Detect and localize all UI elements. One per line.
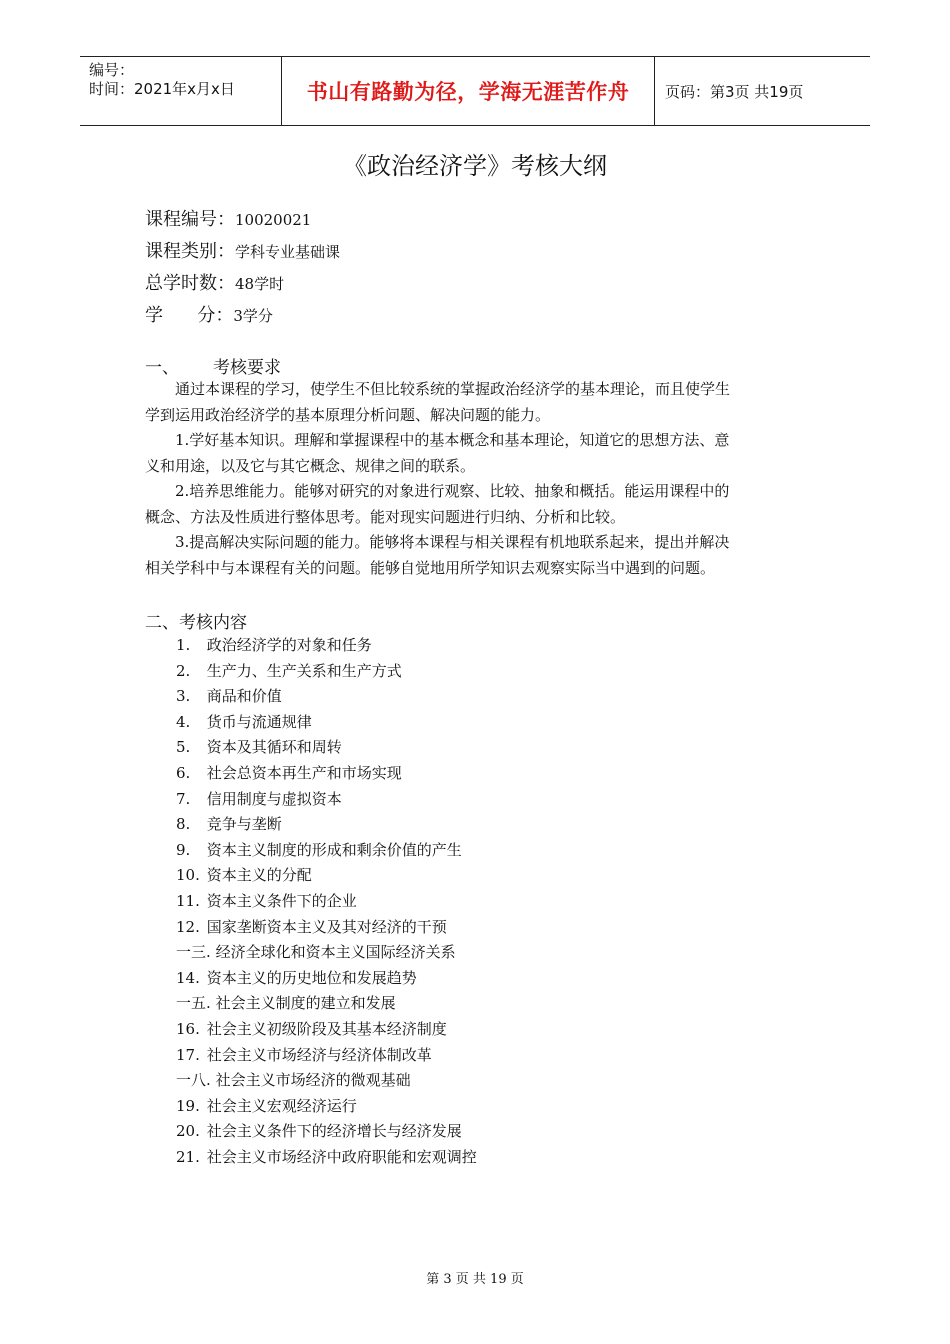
list-item-number: 7. <box>176 789 191 808</box>
course-code-row <box>145 205 311 231</box>
list-item-text: 货币与流通规律 <box>206 712 312 731</box>
list-item-number: 4. <box>176 712 191 731</box>
requirement-paragraph <box>145 377 810 428</box>
section1-heading <box>145 353 281 378</box>
list-item <box>176 787 477 813</box>
list-item-text: 商品和价值 <box>206 687 282 706</box>
paragraph-line: 通过本课程的学习，使学生不但比较系统的掌握政治经济学的基本理论，而且使学生 <box>145 380 731 398</box>
list-item <box>176 659 477 685</box>
list-item <box>176 915 477 941</box>
list-item-text: 政治经济学的对象和任务 <box>206 636 372 654</box>
paragraph-line: 相关学科中与本课程有关的问题。能够自觉地用所学知识去观察实际当中遇到的问题。 <box>145 558 716 577</box>
list-item-number: 11. <box>176 891 200 910</box>
list-item-text: 资本主义的历史地位和发展趋势 <box>206 968 417 987</box>
list-item-number: 5. <box>176 738 191 757</box>
list-item <box>176 1094 477 1120</box>
list-item <box>176 633 477 659</box>
list-item-text: 社会主义市场经济的微观基础 <box>215 1071 411 1090</box>
list-item-number: 20. <box>176 1122 200 1141</box>
list-item-text: 经济全球化和资本主义国际经济关系 <box>215 943 456 962</box>
header-meta-cell <box>80 57 281 125</box>
list-item-number: 19. <box>176 1096 200 1115</box>
list-item-text: 资本主义的分配 <box>206 866 312 885</box>
list-item-number: 21. <box>176 1147 200 1166</box>
course-credit-row <box>145 301 273 327</box>
course-category-value: 学科专业基础课 <box>235 243 341 261</box>
page-footer: 第 3 页 共 19 页 <box>426 1272 524 1287</box>
list-item-number: 8. <box>176 815 191 834</box>
list-item-text: 资本及其循环和周转 <box>206 738 342 757</box>
list-item <box>176 838 477 864</box>
list-item <box>176 1068 477 1094</box>
header-motto-cell <box>281 57 655 125</box>
course-hours-row <box>145 269 284 295</box>
list-item <box>176 710 477 736</box>
section1-title: 考核要求 <box>213 358 281 378</box>
course-category-key: 课程类别： <box>145 241 235 262</box>
list-item-text: 社会主义初级阶段及其基本经济制度 <box>206 1019 447 1038</box>
course-code-value: 10020021 <box>235 211 312 229</box>
list-item <box>176 735 477 761</box>
list-item-text: 社会主义条件下的经济增长与经济发展 <box>206 1122 462 1141</box>
list-item-text: 社会主义市场经济中政府职能和宏观调控 <box>206 1147 477 1166</box>
course-hours-key: 总学时数： <box>145 273 235 294</box>
list-item <box>176 1043 477 1069</box>
list-item <box>176 991 477 1017</box>
course-category-row <box>145 237 340 263</box>
document-title: 《政治经济学》考核大纲 <box>343 152 607 180</box>
header-page-cell <box>655 57 870 125</box>
list-item-number: 3. <box>176 687 191 706</box>
course-hours-value: 48学时 <box>235 275 285 293</box>
list-item <box>176 684 477 710</box>
requirement-paragraph <box>145 530 810 581</box>
list-item-number: 9. <box>176 840 191 859</box>
section2-heading: 二、考核内容 <box>145 613 247 633</box>
course-credit-value: 3学分 <box>233 307 273 325</box>
header-table <box>80 56 870 126</box>
list-item-text: 资本主义制度的形成和剩余价值的产生 <box>206 840 462 859</box>
list-item <box>176 1145 477 1171</box>
paragraph-line: 学到运用政治经济学的基本原理分析问题、解决问题的能力。 <box>145 405 551 424</box>
list-item <box>176 966 477 992</box>
paragraph-line: 2.培养思维能力。能够对研究的对象进行观察、比较、抽象和概括。能运用课程中的 <box>145 482 730 500</box>
list-item-text: 信用制度与虚拟资本 <box>206 789 342 808</box>
list-item-text: 社会总资本再生产和市场实现 <box>206 763 402 782</box>
list-item-number: 一三. <box>176 943 211 962</box>
list-item <box>176 1017 477 1043</box>
list-item-text: 竞争与垄断 <box>206 815 282 834</box>
list-item-text: 社会主义制度的建立和发展 <box>215 994 396 1013</box>
paragraph-line: 义和用途，以及它与其它概念、规律之间的联系。 <box>145 456 476 475</box>
requirement-paragraph <box>145 479 810 530</box>
list-item <box>176 812 477 838</box>
list-item-number: 一八. <box>176 1071 211 1090</box>
section1-number: 一、 <box>145 358 179 378</box>
paragraph-line: 概念、方法及性质进行整体思考。能对现实问题进行归纳、分析和比较。 <box>145 507 626 526</box>
list-item-number: 10. <box>176 866 200 885</box>
course-code-key: 课程编号： <box>145 209 235 230</box>
list-item-text: 生产力、生产关系和生产方式 <box>206 661 402 680</box>
header-page-number: 页码：第3页 共19页 <box>665 82 804 101</box>
course-credit-key: 学 分： <box>145 305 234 326</box>
paragraph-line: 3.提高解决实际问题的能力。能够将本课程与相关课程有机地联系起来，提出并解决 <box>145 533 730 551</box>
list-item-number: 一五. <box>176 994 211 1013</box>
content-list <box>176 633 477 1170</box>
header-motto: 书山有路勤为径，学海无涯苦作舟 <box>306 80 630 104</box>
list-item-text: 资本主义条件下的企业 <box>206 891 357 910</box>
list-item-text: 国家垄断资本主义及其对经济的干预 <box>206 917 447 936</box>
paragraph-line: 1.学好基本知识。理解和掌握课程中的基本概念和基本理论，知道它的思想方法、意 <box>145 431 730 449</box>
list-item-number: 17. <box>176 1045 200 1064</box>
list-item <box>176 940 477 966</box>
list-item <box>176 889 477 915</box>
list-item-text: 社会主义宏观经济运行 <box>206 1096 357 1115</box>
list-item-number: 6. <box>176 763 191 782</box>
list-item-number: 2. <box>176 661 191 680</box>
document-number-label: 编号： <box>89 61 135 79</box>
list-item <box>176 863 477 889</box>
list-item <box>176 1119 477 1145</box>
requirement-paragraph <box>145 428 810 479</box>
list-item <box>176 761 477 787</box>
document-time-label: 时间：2021年x月x日 <box>89 80 235 98</box>
list-item-number: 12. <box>176 917 200 936</box>
list-item-number: 1. <box>176 636 191 654</box>
list-item-text: 社会主义市场经济与经济体制改革 <box>206 1045 432 1064</box>
list-item-number: 16. <box>176 1019 200 1038</box>
list-item-number: 14. <box>176 968 200 987</box>
